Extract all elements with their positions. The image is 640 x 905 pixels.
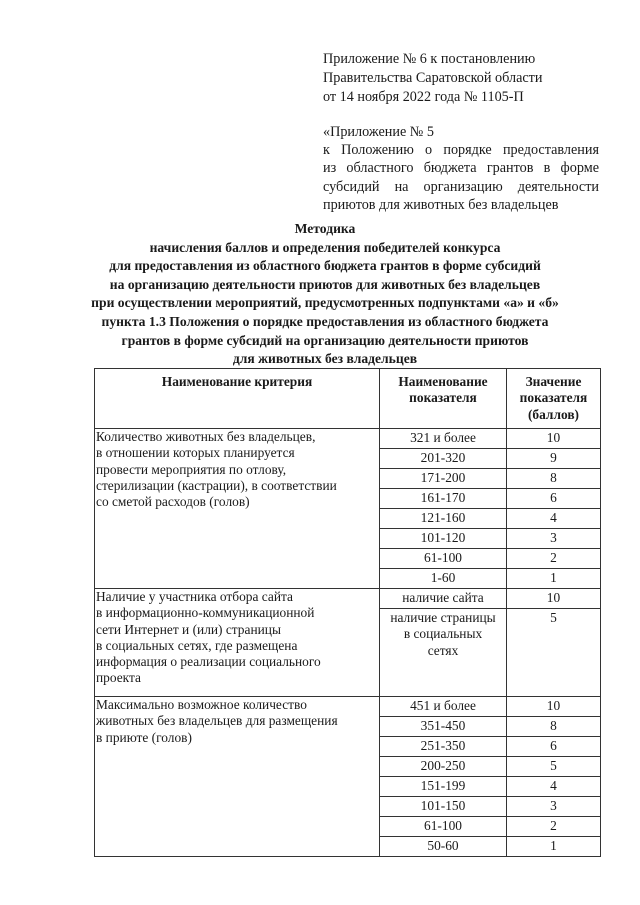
indicator-cell: 61-100: [380, 817, 507, 837]
value-cell: 1: [507, 569, 601, 589]
title-line: грантов в форме субсидий на организацию деятельности приютов: [121, 332, 529, 348]
value-cell: 5: [507, 757, 601, 777]
indicator-cell: 451 и более: [380, 697, 507, 717]
header-value-line: (баллов): [527, 406, 580, 422]
title-line: для предоставления из областного бюджета грантов в форме субсидий: [109, 258, 541, 274]
indicator-line: наличие страницы: [390, 610, 496, 625]
header-indicator-line: показателя: [409, 390, 477, 406]
appendix-5-line: к Положению о порядке предоставления: [323, 142, 599, 159]
criterion-line: информация о реализации социального: [96, 654, 321, 670]
criterion-line: Количество животных без владельцев,: [96, 429, 316, 444]
value-cell: 6: [507, 737, 601, 757]
indicator-line: сетях: [427, 642, 459, 658]
table-header-row: [95, 369, 601, 429]
indicator-cell: 101-150: [380, 797, 507, 817]
value-cell: 4: [507, 509, 601, 529]
indicator-cell: 151-199: [380, 777, 507, 797]
table-row: [95, 589, 601, 609]
indicator-cell: 321 и более: [380, 429, 507, 449]
indicator-cell: 121-160: [380, 509, 507, 529]
value-cell: 10: [507, 429, 601, 449]
indicator-cell: 101-120: [380, 529, 507, 549]
criterion-line: Максимально возможное количество: [96, 697, 307, 712]
value-cell: 5: [507, 609, 601, 697]
appendix-5-line: субсидий на организацию деятельности: [323, 178, 599, 195]
indicator-cell: 171-200: [380, 469, 507, 489]
title-line: на организацию деятельности приютов для животных без владельцев: [109, 276, 541, 292]
indicator-cell: наличие сайта: [380, 589, 507, 609]
header-value-line: Значение: [525, 374, 582, 389]
criterion-cell: [95, 429, 380, 589]
title-line: пункта 1.3 Положения о порядке предоставления из областного бюджета: [101, 313, 549, 329]
indicator-cell: 351-450: [380, 717, 507, 737]
appendix-5-line: приютов для животных без владельцев: [323, 196, 559, 213]
indicator-cell: 61-100: [380, 549, 507, 569]
value-cell: 3: [507, 797, 601, 817]
document-title: [60, 220, 590, 369]
header-indicator-line: Наименование: [398, 374, 488, 389]
criterion-cell: [95, 697, 380, 857]
criterion-line: стерилизации (кастрации), в соответствии: [96, 477, 337, 493]
table-row: [95, 429, 601, 449]
value-cell: 3: [507, 529, 601, 549]
appendix-5-line: из областного бюджета грантов в форме: [323, 160, 599, 177]
criterion-cell: [95, 589, 380, 697]
value-cell: 8: [507, 717, 601, 737]
value-cell: 8: [507, 469, 601, 489]
table-row: [95, 697, 601, 717]
criterion-line: сети Интернет и (или) страницы: [96, 621, 281, 637]
criterion-line: в отношении которых планируется: [96, 445, 295, 461]
header-criterion: Наименование критерия: [95, 369, 380, 429]
value-cell: 4: [507, 777, 601, 797]
appendix-header: [323, 50, 542, 107]
appendix-line: от 14 ноября 2022 года № 1105-П: [323, 89, 524, 105]
value-cell: 10: [507, 697, 601, 717]
indicator-cell: 1-60: [380, 569, 507, 589]
appendix-5-header: [323, 123, 599, 214]
indicator-cell: 200-250: [380, 757, 507, 777]
criterion-line: провести мероприятия по отлову,: [96, 461, 287, 477]
appendix-5-line: «Приложение № 5: [323, 124, 434, 140]
value-cell: 1: [507, 837, 601, 857]
value-cell: 2: [507, 549, 601, 569]
indicator-cell: [380, 609, 507, 697]
title-line: при осуществлении мероприятий, предусмотренных подпунктами «а» и «б»: [91, 295, 559, 311]
header-value-line: показателя: [519, 390, 588, 406]
criterion-line: в информационно-коммуникационной: [96, 605, 315, 621]
indicator-cell: 201-320: [380, 449, 507, 469]
criteria-table: [94, 368, 601, 857]
header-value: [507, 369, 601, 429]
criterion-line: со сметой расходов (голов): [96, 494, 250, 510]
indicator-cell: 50-60: [380, 837, 507, 857]
title-line: Методика: [294, 221, 356, 236]
header-indicator: [380, 369, 507, 429]
criterion-line: животных без владельцев для размещения: [96, 713, 338, 729]
value-cell: 9: [507, 449, 601, 469]
appendix-line: Приложение № 6 к постановлению: [323, 51, 536, 67]
indicator-cell: 161-170: [380, 489, 507, 509]
criterion-line: в социальных сетях, где размещена: [96, 637, 298, 653]
criterion-line: в приюте (голов): [96, 729, 192, 745]
title-line: начисления баллов и определения победителей конкурса: [149, 239, 501, 255]
indicator-cell: 251-350: [380, 737, 507, 757]
criterion-line: проекта: [96, 670, 141, 686]
title-line: для животных без владельцев: [232, 351, 418, 367]
value-cell: 6: [507, 489, 601, 509]
value-cell: 2: [507, 817, 601, 837]
appendix-line: Правительства Саратовской области: [323, 70, 543, 86]
criterion-line: Наличие у участника отбора сайта: [96, 589, 293, 604]
value-cell: 10: [507, 589, 601, 609]
indicator-line: в социальных: [403, 626, 483, 642]
